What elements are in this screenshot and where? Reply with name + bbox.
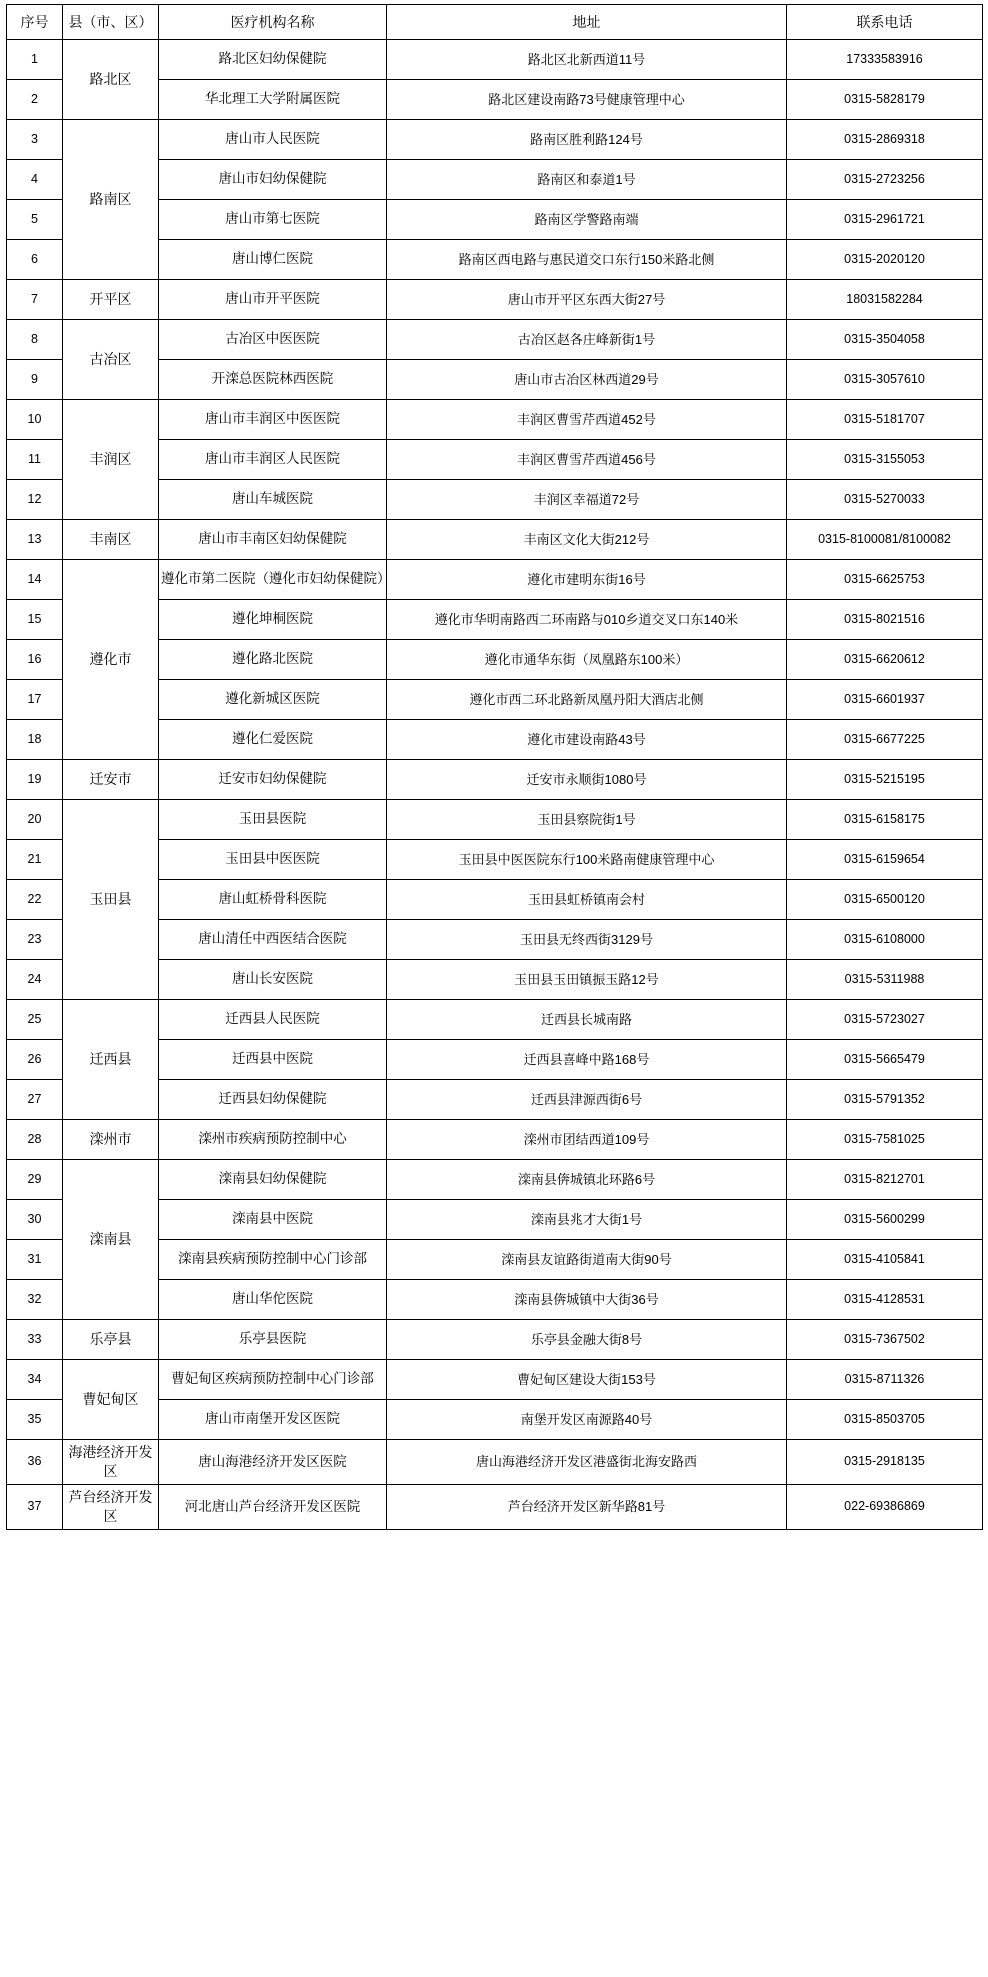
cell-phone: 0315-3155053: [787, 440, 983, 480]
cell-index: 7: [7, 280, 63, 320]
cell-institution-name: 唐山市南堡开发区医院: [159, 1400, 387, 1440]
cell-phone: 0315-5270033: [787, 480, 983, 520]
cell-address: 遵化市西二环北路新凤凰丹阳大酒店北侧: [387, 680, 787, 720]
cell-index: 21: [7, 840, 63, 880]
table-row: [7, 1160, 983, 1200]
cell-institution-name: 玉田县中医医院: [159, 840, 387, 880]
cell-index: 2: [7, 80, 63, 120]
cell-institution-name: 乐亭县医院: [159, 1320, 387, 1360]
hospital-table: [6, 4, 983, 1530]
cell-index: 19: [7, 760, 63, 800]
cell-index: 27: [7, 1080, 63, 1120]
cell-index: 1: [7, 40, 63, 80]
cell-phone: 17333583916: [787, 40, 983, 80]
cell-institution-name: 唐山市开平医院: [159, 280, 387, 320]
cell-region: 曹妃甸区: [63, 1360, 159, 1440]
cell-region: 滦南县: [63, 1160, 159, 1320]
cell-institution-name: 滦南县中医院: [159, 1200, 387, 1240]
cell-index: 14: [7, 560, 63, 600]
cell-index: 23: [7, 920, 63, 960]
cell-phone: 0315-7367502: [787, 1320, 983, 1360]
table-row: [7, 1320, 983, 1360]
cell-institution-name: 唐山车城医院: [159, 480, 387, 520]
cell-address: 玉田县虹桥镇南会村: [387, 880, 787, 920]
cell-index: 16: [7, 640, 63, 680]
cell-address: 迁西县津源西街6号: [387, 1080, 787, 1120]
cell-index: 12: [7, 480, 63, 520]
cell-region: 迁西县: [63, 1000, 159, 1120]
cell-phone: 0315-5723027: [787, 1000, 983, 1040]
table-body: [7, 40, 983, 1530]
table-row: [7, 560, 983, 600]
cell-phone: 0315-8021516: [787, 600, 983, 640]
cell-index: 32: [7, 1280, 63, 1320]
table-header-row: [7, 5, 983, 40]
cell-region: 开平区: [63, 280, 159, 320]
cell-phone: 0315-5215195: [787, 760, 983, 800]
cell-address: 迁西县长城南路: [387, 1000, 787, 1040]
cell-index: 25: [7, 1000, 63, 1040]
cell-index: 15: [7, 600, 63, 640]
cell-index: 5: [7, 200, 63, 240]
cell-phone: 0315-6159654: [787, 840, 983, 880]
cell-address: 玉田县中医医院东行100米路南健康管理中心: [387, 840, 787, 880]
cell-region: 乐亭县: [63, 1320, 159, 1360]
cell-address: 滦南县兆才大街1号: [387, 1200, 787, 1240]
cell-address: 玉田县无终西街3129号: [387, 920, 787, 960]
cell-index: 33: [7, 1320, 63, 1360]
table-row: [7, 520, 983, 560]
cell-institution-name: 河北唐山芦台经济开发区医院: [159, 1484, 387, 1529]
cell-phone: 0315-2723256: [787, 160, 983, 200]
cell-index: 10: [7, 400, 63, 440]
cell-region: 海港经济开发区: [63, 1440, 159, 1485]
cell-index: 31: [7, 1240, 63, 1280]
cell-phone: 0315-8503705: [787, 1400, 983, 1440]
cell-region: 路南区: [63, 120, 159, 280]
cell-phone: 0315-3057610: [787, 360, 983, 400]
table-row: [7, 280, 983, 320]
cell-index: 4: [7, 160, 63, 200]
cell-institution-name: 遵化仁爱医院: [159, 720, 387, 760]
cell-phone: 0315-5665479: [787, 1040, 983, 1080]
cell-institution-name: 唐山虹桥骨科医院: [159, 880, 387, 920]
cell-phone: 022-69386869: [787, 1484, 983, 1529]
cell-address: 遵化市通华东街（凤凰路东100米）: [387, 640, 787, 680]
table-row: [7, 1000, 983, 1040]
table-row: [7, 800, 983, 840]
cell-index: 8: [7, 320, 63, 360]
cell-phone: 0315-7581025: [787, 1120, 983, 1160]
cell-phone: 0315-5791352: [787, 1080, 983, 1120]
cell-region: 古冶区: [63, 320, 159, 400]
cell-phone: 18031582284: [787, 280, 983, 320]
table-row: [7, 120, 983, 160]
cell-index: 35: [7, 1400, 63, 1440]
cell-address: 路南区胜利路124号: [387, 120, 787, 160]
cell-institution-name: 唐山市妇幼保健院: [159, 160, 387, 200]
table-row: [7, 1120, 983, 1160]
cell-address: 迁西县喜峰中路168号: [387, 1040, 787, 1080]
cell-phone: 0315-2961721: [787, 200, 983, 240]
cell-address: 滦州市团结西道109号: [387, 1120, 787, 1160]
cell-institution-name: 遵化新城区医院: [159, 680, 387, 720]
cell-address: 乐亭县金融大街8号: [387, 1320, 787, 1360]
cell-index: 34: [7, 1360, 63, 1400]
cell-address: 滦南县倴城镇中大街36号: [387, 1280, 787, 1320]
cell-address: 玉田县玉田镇振玉路12号: [387, 960, 787, 1000]
cell-region: 迁安市: [63, 760, 159, 800]
cell-phone: 0315-6677225: [787, 720, 983, 760]
cell-address: 滦南县倴城镇北环路6号: [387, 1160, 787, 1200]
table-row: [7, 40, 983, 80]
cell-address: 遵化市建明东街16号: [387, 560, 787, 600]
cell-phone: 0315-4105841: [787, 1240, 983, 1280]
cell-region: 丰南区: [63, 520, 159, 560]
cell-institution-name: 唐山清任中西医结合医院: [159, 920, 387, 960]
cell-index: 29: [7, 1160, 63, 1200]
cell-address: 曹妃甸区建设大街153号: [387, 1360, 787, 1400]
cell-institution-name: 开滦总医院林西医院: [159, 360, 387, 400]
cell-address: 丰南区文化大街212号: [387, 520, 787, 560]
cell-institution-name: 唐山市丰润区中医医院: [159, 400, 387, 440]
cell-phone: 0315-8100081/8100082: [787, 520, 983, 560]
cell-phone: 0315-8212701: [787, 1160, 983, 1200]
cell-phone: 0315-6158175: [787, 800, 983, 840]
cell-institution-name: 迁西县中医院: [159, 1040, 387, 1080]
cell-phone: 0315-5600299: [787, 1200, 983, 1240]
cell-address: 路南区西电路与惠民道交口东行150米路北侧: [387, 240, 787, 280]
cell-institution-name: 唐山华佗医院: [159, 1280, 387, 1320]
cell-institution-name: 唐山市丰南区妇幼保健院: [159, 520, 387, 560]
cell-index: 28: [7, 1120, 63, 1160]
cell-phone: 0315-5181707: [787, 400, 983, 440]
cell-region: 玉田县: [63, 800, 159, 1000]
table-row: [7, 1360, 983, 1400]
column-header-address: 地址: [387, 5, 787, 40]
column-header-institution: 医疗机构名称: [159, 5, 387, 40]
cell-index: 17: [7, 680, 63, 720]
cell-phone: 0315-6500120: [787, 880, 983, 920]
cell-phone: 0315-6625753: [787, 560, 983, 600]
cell-address: 遵化市华明南路西二环南路与010乡道交叉口东140米: [387, 600, 787, 640]
cell-address: 滦南县友谊路街道南大街90号: [387, 1240, 787, 1280]
cell-index: 22: [7, 880, 63, 920]
cell-index: 37: [7, 1484, 63, 1529]
cell-address: 路北区建设南路73号健康管理中心: [387, 80, 787, 120]
cell-address: 玉田县察院街1号: [387, 800, 787, 840]
cell-address: 唐山市古冶区林西道29号: [387, 360, 787, 400]
table-row: [7, 1440, 983, 1485]
table-row: [7, 320, 983, 360]
cell-address: 芦台经济开发区新华路81号: [387, 1484, 787, 1529]
cell-institution-name: 唐山长安医院: [159, 960, 387, 1000]
cell-phone: 0315-6620612: [787, 640, 983, 680]
cell-address: 遵化市建设南路43号: [387, 720, 787, 760]
cell-institution-name: 曹妃甸区疾病预防控制中心门诊部: [159, 1360, 387, 1400]
cell-phone: 0315-5311988: [787, 960, 983, 1000]
cell-phone: 0315-2918135: [787, 1440, 983, 1485]
cell-index: 6: [7, 240, 63, 280]
cell-institution-name: 路北区妇幼保健院: [159, 40, 387, 80]
cell-institution-name: 遵化路北医院: [159, 640, 387, 680]
cell-institution-name: 滦州市疾病预防控制中心: [159, 1120, 387, 1160]
cell-address: 路南区和泰道1号: [387, 160, 787, 200]
cell-institution-name: 玉田县医院: [159, 800, 387, 840]
cell-address: 古冶区赵各庄峰新街1号: [387, 320, 787, 360]
cell-address: 丰润区曹雪芹西道456号: [387, 440, 787, 480]
table-row: [7, 760, 983, 800]
column-header-region: 县（市、区）: [63, 5, 159, 40]
cell-region: 遵化市: [63, 560, 159, 760]
cell-institution-name: 遵化坤桐医院: [159, 600, 387, 640]
cell-institution-name: 迁安市妇幼保健院: [159, 760, 387, 800]
table-header: [7, 5, 983, 40]
cell-index: 20: [7, 800, 63, 840]
cell-index: 13: [7, 520, 63, 560]
cell-region: 路北区: [63, 40, 159, 120]
cell-institution-name: 遵化市第二医院（遵化市妇幼保健院）: [159, 560, 387, 600]
cell-institution-name: 迁西县人民医院: [159, 1000, 387, 1040]
cell-phone: 0315-6601937: [787, 680, 983, 720]
cell-address: 迁安市永顺街1080号: [387, 760, 787, 800]
cell-address: 路北区北新西道11号: [387, 40, 787, 80]
cell-address: 路南区学警路南端: [387, 200, 787, 240]
cell-phone: 0315-2020120: [787, 240, 983, 280]
cell-phone: 0315-8711326: [787, 1360, 983, 1400]
cell-phone: 0315-3504058: [787, 320, 983, 360]
cell-index: 36: [7, 1440, 63, 1485]
column-header-index: 序号: [7, 5, 63, 40]
cell-institution-name: 华北理工大学附属医院: [159, 80, 387, 120]
cell-institution-name: 唐山海港经济开发区医院: [159, 1440, 387, 1485]
cell-region: 滦州市: [63, 1120, 159, 1160]
cell-institution-name: 唐山市丰润区人民医院: [159, 440, 387, 480]
cell-phone: 0315-2869318: [787, 120, 983, 160]
column-header-phone: 联系电话: [787, 5, 983, 40]
cell-address: 丰润区幸福道72号: [387, 480, 787, 520]
cell-institution-name: 古冶区中医医院: [159, 320, 387, 360]
cell-index: 9: [7, 360, 63, 400]
cell-phone: 0315-5828179: [787, 80, 983, 120]
cell-institution-name: 迁西县妇幼保健院: [159, 1080, 387, 1120]
cell-index: 24: [7, 960, 63, 1000]
table-row: [7, 1484, 983, 1529]
cell-index: 11: [7, 440, 63, 480]
cell-region: 芦台经济开发区: [63, 1484, 159, 1529]
cell-institution-name: 唐山市第七医院: [159, 200, 387, 240]
cell-address: 唐山海港经济开发区港盛街北海安路西: [387, 1440, 787, 1485]
cell-address: 唐山市开平区东西大街27号: [387, 280, 787, 320]
cell-institution-name: 唐山市人民医院: [159, 120, 387, 160]
cell-index: 30: [7, 1200, 63, 1240]
cell-address: 丰润区曹雪芹西道452号: [387, 400, 787, 440]
cell-index: 26: [7, 1040, 63, 1080]
cell-institution-name: 滦南县妇幼保健院: [159, 1160, 387, 1200]
table-row: [7, 400, 983, 440]
cell-phone: 0315-6108000: [787, 920, 983, 960]
cell-index: 3: [7, 120, 63, 160]
cell-institution-name: 滦南县疾病预防控制中心门诊部: [159, 1240, 387, 1280]
cell-region: 丰润区: [63, 400, 159, 520]
cell-index: 18: [7, 720, 63, 760]
cell-institution-name: 唐山博仁医院: [159, 240, 387, 280]
cell-address: 南堡开发区南源路40号: [387, 1400, 787, 1440]
cell-phone: 0315-4128531: [787, 1280, 983, 1320]
